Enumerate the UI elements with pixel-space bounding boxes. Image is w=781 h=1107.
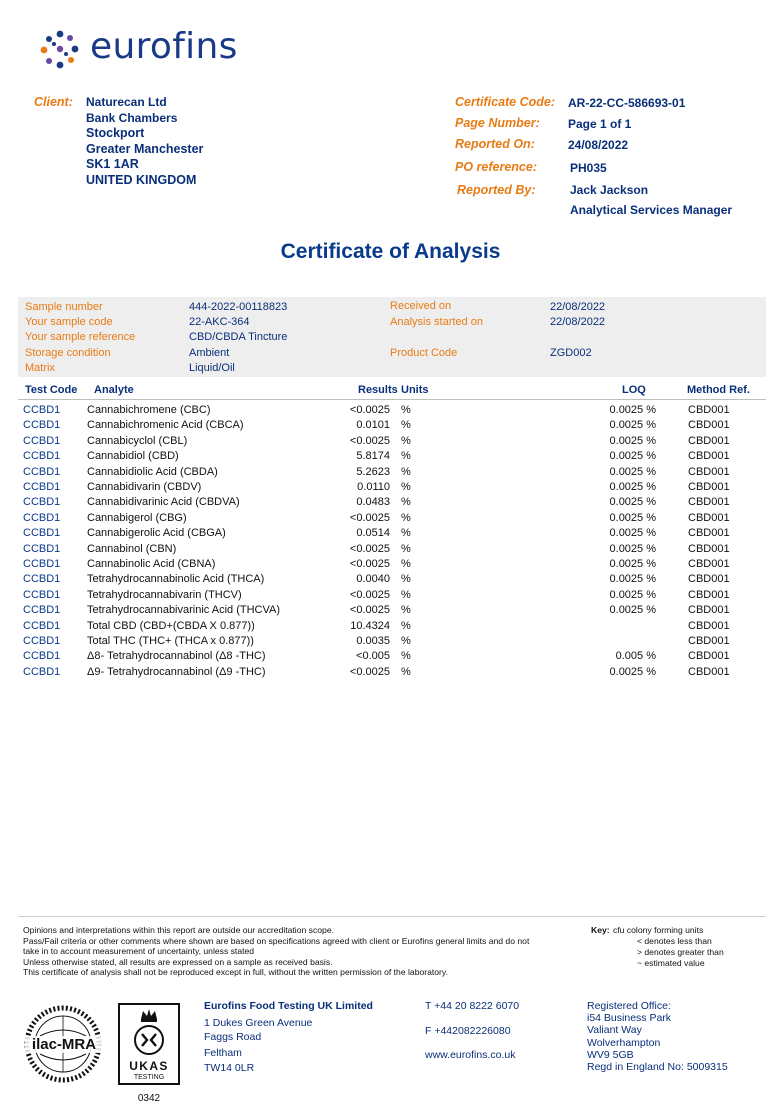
test-code-cell: CCBD1 [23, 404, 61, 416]
company-address-line: Faggs Road [204, 1031, 262, 1043]
loq-cell: 0.0025 % [609, 558, 656, 570]
result-cell: 5.8174 [356, 450, 390, 463]
method-cell: CBD001 [688, 465, 730, 478]
note-line: Unless otherwise stated, all results are expressed on a sample as received basis. [23, 956, 333, 967]
loq-cell: 0.0025 % [609, 419, 656, 432]
note-line: Pass/Fail criteria or other comments where shown are based on specifications agreed with client or Eurofins general limits and do not [23, 935, 530, 946]
unit-cell: % [401, 573, 411, 586]
client-label: Client: [34, 95, 73, 109]
test-code-cell: CCBD1 [23, 619, 61, 632]
test-code-cell: CCBD1 [23, 588, 61, 601]
header-analyte: Analyte [94, 384, 134, 396]
table-row [0, 450, 781, 465]
test-code-cell: CCBD1 [23, 650, 61, 663]
test-code-cell: CCBD1 [23, 419, 61, 432]
analyte-cell: Cannabinolic Acid (CBNA) [87, 558, 216, 570]
unit-cell: % [401, 604, 411, 617]
registered-line: Wolverhampton [587, 1036, 661, 1049]
test-code-cell: CCBD1 [23, 496, 61, 509]
unit-cell: % [401, 450, 411, 463]
unit-cell: % [401, 511, 411, 524]
result-cell: 0.0040 [356, 573, 390, 586]
table-row [0, 666, 781, 681]
sample-number-label: Sample number [25, 301, 103, 313]
fax-number: F +442082226080 [425, 1025, 511, 1037]
analyte-cell: Total THC (THC+ (THCA x 0.877)) [87, 635, 254, 647]
method-cell: CBD001 [688, 527, 730, 540]
unit-cell: % [401, 588, 411, 601]
analyte-cell: Δ8- Tetrahydrocannabinol (Δ8 -THC) [87, 650, 266, 663]
product-code-label: Product Code [390, 347, 458, 359]
loq-cell: 0.0025 % [609, 496, 656, 509]
analyte-cell: Total CBD (CBD+(CBDA X 0.877)) [87, 619, 255, 632]
test-code-cell: CCBD1 [23, 527, 61, 540]
table-row [0, 435, 781, 450]
company-address-line: TW14 0LR [204, 1062, 255, 1074]
table-row [0, 527, 781, 542]
ukas-subtext: TESTING [133, 1074, 165, 1081]
analyte-cell: Cannabidivarin (CBDV) [87, 481, 202, 493]
reported-on: 24/08/2022 [568, 138, 629, 152]
result-cell: <0.005 [356, 650, 390, 663]
table-row [0, 404, 781, 419]
test-code-cell: CCBD1 [23, 434, 61, 447]
test-code-cell: CCBD1 [23, 465, 61, 478]
company-name: Eurofins Food Testing UK Limited [204, 1000, 373, 1012]
result-cell: <0.0025 [349, 665, 390, 678]
test-code-cell: CCBD1 [23, 558, 61, 570]
client-line: SK1 1AR [86, 157, 139, 172]
loq-cell: 0.0025 % [609, 450, 656, 463]
test-code-cell: CCBD1 [23, 511, 61, 524]
analysis-started-label: Analysis started on [390, 316, 483, 328]
analyte-cell: Cannabichromene (CBC) [87, 404, 211, 416]
analyte-cell: Cannabinol (CBN) [87, 542, 177, 555]
certificate-code-label: Certificate Code: [455, 95, 556, 109]
po-reference-label: PO reference: [455, 160, 537, 174]
key-item: ~ estimated value [637, 958, 705, 968]
result-cell: 10.4324 [350, 619, 390, 632]
key-item: < denotes less than [637, 936, 712, 946]
table-row [0, 496, 781, 511]
brand-name: eurofins [90, 26, 238, 67]
table-row [0, 558, 781, 573]
eurofins-logo-icon [38, 28, 82, 72]
table-row [0, 620, 781, 635]
method-cell: CBD001 [688, 558, 730, 570]
method-cell: CBD001 [688, 511, 730, 524]
analyte-cell: Cannabigerol (CBG) [87, 511, 187, 524]
table-row [0, 650, 781, 665]
sample-code-label: Your sample code [25, 316, 113, 328]
analyte-cell: Cannabidiolic Acid (CBDA) [87, 465, 218, 478]
footer-divider [18, 916, 766, 917]
table-row [0, 589, 781, 604]
client-line: Naturecan Ltd [86, 95, 167, 109]
method-cell: CBD001 [688, 650, 730, 663]
registered-line: Registered Office: [587, 1000, 671, 1012]
header-results: Results [358, 384, 398, 396]
header-method: Method Ref. [687, 384, 750, 396]
page-number: Page 1 of 1 [568, 117, 632, 131]
certificate-code: AR-22-CC-586693-01 [568, 96, 686, 110]
registered-line: Regd in England No: 5009315 [587, 1061, 728, 1074]
ilac-mra-text: ilac-MRA [25, 1036, 103, 1053]
loq-cell: 0.0025 % [609, 481, 656, 493]
unit-cell: % [401, 619, 411, 632]
sample-reference: CBD/CBDA Tincture [189, 331, 288, 343]
unit-cell: % [401, 635, 411, 647]
result-cell: 5.2623 [356, 465, 390, 478]
method-cell: CBD001 [688, 450, 730, 463]
received-on: 22/08/2022 [550, 301, 606, 313]
disclaimer-notes [23, 925, 583, 978]
table-row [0, 419, 781, 434]
loq-cell: 0.0025 % [609, 511, 656, 524]
result-cell: <0.0025 [349, 558, 390, 570]
test-code-cell: CCBD1 [23, 450, 61, 463]
unit-cell: % [401, 404, 411, 416]
loq-cell: 0.0025 % [609, 604, 656, 617]
unit-cell: % [401, 527, 411, 540]
table-row [0, 481, 781, 496]
unit-cell: % [401, 465, 411, 478]
table-row [0, 573, 781, 588]
matrix-label: Matrix [25, 362, 55, 374]
storage-condition-label: Storage condition [25, 347, 111, 359]
result-cell: <0.0025 [349, 604, 390, 617]
analyte-cell: Tetrahydrocannabivarinic Acid (THCVA) [87, 604, 280, 617]
result-cell: <0.0025 [349, 404, 390, 416]
loq-cell: 0.0025 % [609, 573, 656, 586]
method-cell: CBD001 [688, 481, 730, 493]
company-address-line: 1 Dukes Green Avenue [204, 1017, 313, 1029]
sample-number: 444-2022-00118823 [189, 301, 288, 313]
key-item: cfu colony forming units [613, 925, 704, 935]
test-code-cell: CCBD1 [23, 665, 61, 678]
unit-cell: % [401, 434, 411, 447]
registered-line: WV9 5GB [587, 1048, 634, 1061]
analyte-cell: Δ9- Tetrahydrocannabinol (Δ9 -THC) [87, 665, 266, 678]
ukas-text: UKAS [129, 1059, 169, 1073]
loq-cell: 0.0025 % [609, 665, 656, 678]
analyte-cell: Cannabicyclol (CBL) [87, 434, 188, 447]
analysis-started: 22/08/2022 [550, 316, 606, 328]
unit-cell: % [401, 665, 411, 678]
client-line: Bank Chambers [86, 110, 178, 125]
header-test-code: Test Code [25, 384, 78, 396]
note-line: This certificate of analysis shall not be reproduced except in full, without the written permission of the laboratory. [23, 967, 448, 978]
analyte-cell: Cannabidiol (CBD) [87, 450, 179, 463]
table-row [0, 512, 781, 527]
unit-cell: % [401, 542, 411, 555]
header-loq: LOQ [622, 384, 646, 396]
unit-cell: % [401, 419, 411, 432]
method-cell: CBD001 [688, 419, 730, 432]
website-link[interactable]: www.eurofins.co.uk [425, 1049, 516, 1061]
result-cell: 0.0514 [356, 527, 390, 540]
reported-by-title: Analytical Services Manager [570, 203, 733, 217]
ukas-number: 0342 [137, 1093, 161, 1104]
result-cell: <0.0025 [349, 434, 390, 447]
key-item: > denotes greater than [637, 947, 724, 957]
loq-cell: 0.0025 % [609, 588, 656, 601]
method-cell: CBD001 [688, 496, 730, 509]
table-row [0, 543, 781, 558]
note-line: take in to account measurement of uncertainty, unless stated [23, 946, 255, 957]
sample-code: 22-AKC-364 [189, 316, 250, 328]
client-line: Greater Manchester [86, 141, 204, 156]
loq-cell: 0.005 % [615, 650, 656, 663]
crown-icon [133, 1007, 165, 1057]
header-units: Units [401, 384, 429, 396]
test-code-cell: CCBD1 [23, 604, 61, 617]
key-label: Key: [591, 925, 610, 935]
method-cell: CBD001 [688, 604, 730, 617]
test-code-cell: CCBD1 [23, 573, 61, 586]
method-cell: CBD001 [688, 665, 730, 678]
po-reference: PH035 [570, 161, 607, 175]
reported-by-label: Reported By: [457, 183, 536, 197]
registered-office [587, 1000, 728, 1073]
matrix: Liquid/Oil [189, 362, 235, 374]
received-on-label: Received on [390, 300, 452, 312]
analyte-cell: Tetrahydrocannabivarin (THCV) [87, 588, 242, 601]
registered-line: Valiant Way [587, 1024, 642, 1037]
loq-cell: 0.0025 % [609, 527, 656, 540]
phone-number: T +44 20 8222 6070 [425, 1000, 520, 1012]
analyte-cell: Cannabichromenic Acid (CBCA) [87, 419, 244, 432]
ukas-badge [118, 1003, 180, 1085]
test-code-cell: CCBD1 [23, 481, 61, 493]
reported-on-label: Reported On: [455, 137, 535, 151]
storage-condition: Ambient [189, 347, 230, 359]
result-cell: 0.0101 [356, 419, 390, 432]
unit-cell: % [401, 650, 411, 663]
note-line: Opinions and interpretations within this report are outside our accreditation scope. [23, 925, 334, 935]
client-line: Stockport [86, 126, 145, 141]
method-cell: CBD001 [688, 573, 730, 586]
company-address-line: Feltham [204, 1047, 242, 1059]
result-cell: 0.0483 [356, 496, 390, 509]
method-cell: CBD001 [688, 404, 730, 416]
test-code-cell: CCBD1 [23, 542, 61, 555]
loq-cell: 0.0025 % [609, 542, 656, 555]
product-code: ZGD002 [550, 347, 592, 359]
table-row [0, 466, 781, 481]
sample-reference-label: Your sample reference [25, 331, 136, 343]
analyte-cell: Tetrahydrocannabinolic Acid (THCA) [87, 573, 265, 586]
client-address [86, 95, 203, 189]
table-row [0, 604, 781, 619]
loq-cell: 0.0025 % [609, 465, 656, 478]
loq-cell: 0.0025 % [609, 404, 656, 416]
analyte-cell: Cannabidivarinic Acid (CBDVA) [87, 496, 240, 509]
table-divider [18, 399, 766, 400]
unit-cell: % [401, 496, 411, 509]
reported-by-name: Jack Jackson [570, 183, 649, 197]
unit-cell: % [401, 558, 411, 570]
result-cell: <0.0025 [349, 511, 390, 524]
result-cell: 0.0110 [357, 481, 390, 493]
client-line: UNITED KINGDOM [86, 172, 197, 187]
analyte-cell: Cannabigerolic Acid (CBGA) [87, 527, 226, 540]
method-cell: CBD001 [688, 588, 730, 601]
method-cell: CBD001 [688, 619, 730, 632]
registered-line: i54 Business Park [587, 1012, 672, 1025]
document-title: Certificate of Analysis [280, 240, 501, 263]
page-number-label: Page Number: [455, 116, 540, 130]
method-cell: CBD001 [688, 434, 730, 447]
method-cell: CBD001 [688, 635, 730, 647]
method-cell: CBD001 [688, 542, 730, 555]
result-cell: <0.0025 [349, 588, 390, 601]
table-row [0, 635, 781, 650]
loq-cell: 0.0025 % [609, 434, 656, 447]
result-cell: 0.0035 [356, 635, 390, 647]
unit-cell: % [401, 481, 411, 493]
result-cell: <0.0025 [349, 542, 390, 555]
test-code-cell: CCBD1 [23, 635, 61, 647]
